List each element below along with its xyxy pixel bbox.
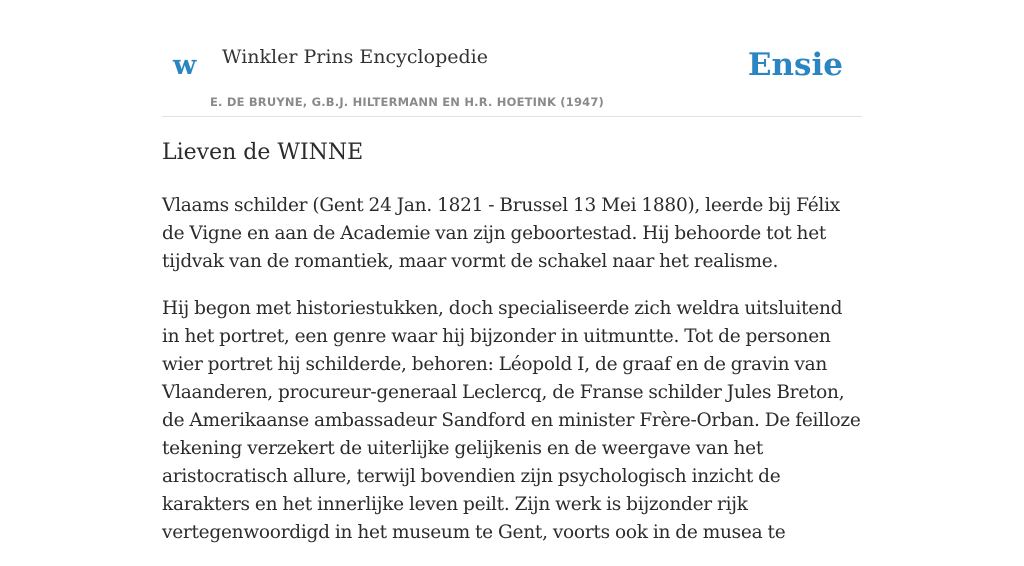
winkler-prins-logo[interactable]: w [173, 50, 197, 81]
article-body [162, 192, 862, 566]
header [162, 0, 862, 117]
article-paragraph: Vlaams schilder (Gent 24 Jan. 1821 - Brussel 13 Mei 1880), leerde bij Félix de Vigne en aan de Academie van zijn geboortestad. Hij behoorde tot het tijdvak van de romantiek, maar vormt de schakel naar het realisme. [162, 195, 840, 272]
article-title: Lieven de WINNE [162, 140, 364, 165]
publication-authors: E. DE BRUYNE, G.B.J. HILTERMANN EN H.R. HOETINK (1947) [210, 95, 605, 109]
publication-title[interactable]: Winkler Prins Encyclopedie [222, 46, 488, 68]
article-paragraph: Hij begon met historiestukken, doch specialiseerde zich weldra uitsluitend in het portret, een genre waar hij bijzonder in uitmuntte. Tot de personen wier portret hij schilderde, behoren: Léopold I, de graaf en de gravin van Vlaanderen, procureur-generaal Leclercq, de Franse schilder Jules Breton, de Amerikaanse ambassadeur Sandford en minister Frère-Orban. De feilloze tekening verzekert de uiterlijke gelijkenis en de weergave van het aristocratisch allure, terwijl bovendien zijn psychologisch inzicht de karakters en het innerlijke leven peilt. Zijn werk is bijzonder rijk vertegenwoordigd in het museum te Gent, voorts ook in de musea te [162, 298, 861, 543]
ensie-brand-link[interactable]: Ensie [747, 47, 843, 83]
page [162, 0, 862, 543]
